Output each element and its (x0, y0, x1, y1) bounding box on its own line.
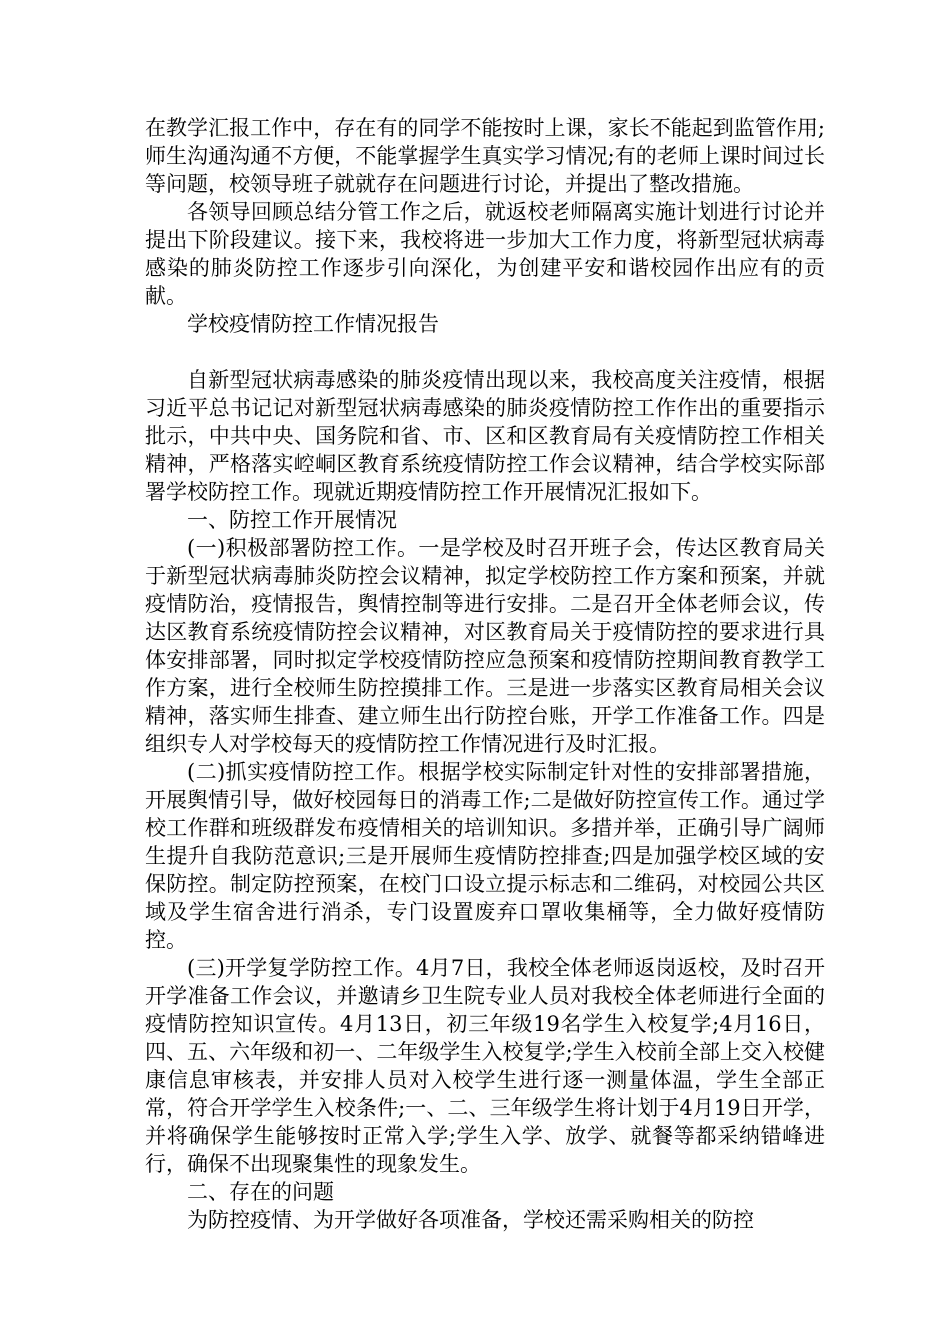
paragraph-leaders-review: 各领导回顾总结分管工作之后，就返校老师隔离实施计划进行讨论并提出下阶段建议。接下来，我校将进一步加大工作力度，将新型冠状病毒感染的肺炎防控工作逐步引向深化，为创建平安和谐校园作出应有的贡献。 (145, 200, 825, 308)
paragraph-school-reopening: (三)开学复学防控工作。4月7日，我校全体老师返岗返校，及时召开开学准备工作会议，并邀请乡卫生院专业人员对我校全体老师进行全面的疫情防控知识宣传。4月13日，初三年级19名学生入校复学;4月16日，四、五、六年级和初一、二年级学生入校复学;学生入校前全部上交入校健康信息审核表，并安排人员对入校学生进行逐一测量体温，学生全部正常，符合开学学生入校条件;一、二、三年级学生将计划于4月19日开学，并将确保学生能够按时正常入学;学生入学、放学、就餐等都采纳错峰进行，确保不出现聚集性的现象发生。 (145, 956, 825, 1176)
paragraph-teaching-report: 在教学汇报工作中，存在有的同学不能按时上课，家长不能起到监管作用;师生沟通沟通不方便，不能掌握学生真实学习情况;有的老师上课时间过长等问题，校领导班子就就存在问题进行讨论，并提出了整改措施。 (145, 116, 825, 196)
section-heading-problems: 二、存在的问题 (187, 1180, 334, 1204)
paragraph-problems: 为防控疫情、为开学做好各项准备，学校还需采购相关的防控 (187, 1208, 754, 1232)
paragraph-introduction: 自新型冠状病毒感染的肺炎疫情出现以来，我校高度关注疫情，根据习近平总书记记对新型冠状病毒感染的肺炎疫情防控工作作出的重要指示批示，中共中央、国务院和省、市、区和区教育局有关疫情防控工作相关精神，严格落实崆峒区教育系统疫情防控工作会议精神，结合学校实际部署学校防控工作。现就近期疫情防控工作开展情况汇报如下。 (145, 368, 825, 504)
document-page (145, 114, 825, 1234)
report-title: 学校疫情防控工作情况报告 (187, 312, 439, 336)
paragraph-implement-prevention: (二)抓实疫情防控工作。根据学校实际制定针对性的安排部署措施，开展舆情引导，做好校园每日的消毒工作;二是做好防控宣传工作。通过学校工作群和班级群发布疫情相关的培训知识。多措并举，正确引导广阔师生提升自我防范意识;三是开展师生疫情防控排查;四是加强学校区域的安保防控。制定防控预案，在校门口设立提示标志和二维码，对校园公共区域及学生宿舍进行消杀，专门设置废弃口罩收集桶等，全力做好疫情防控。 (145, 760, 825, 952)
section-heading-work-progress: 一、防控工作开展情况 (187, 508, 397, 532)
blank-line (145, 338, 825, 366)
paragraph-deploy-prevention: (一)积极部署防控工作。一是学校及时召开班子会，传达区教育局关于新型冠状病毒肺炎防控会议精神，拟定学校防控工作方案和预案，并就疫情防治，疫情报告，舆情控制等进行安排。二是召开全体老师会议，传达区教育系统疫情防控会议精神，对区教育局关于疫情防控的要求进行具体安排部署，同时拟定学校疫情防控应急预案和疫情防控期间教育教学工作方案，进行全校师生防控摸排工作。三是进一步落实区教育局相关会议精神，落实师生排查、建立师生出行防控台账，开学工作准备工作。四是组织专人对学校每天的疫情防控工作情况进行及时汇报。 (145, 536, 825, 756)
